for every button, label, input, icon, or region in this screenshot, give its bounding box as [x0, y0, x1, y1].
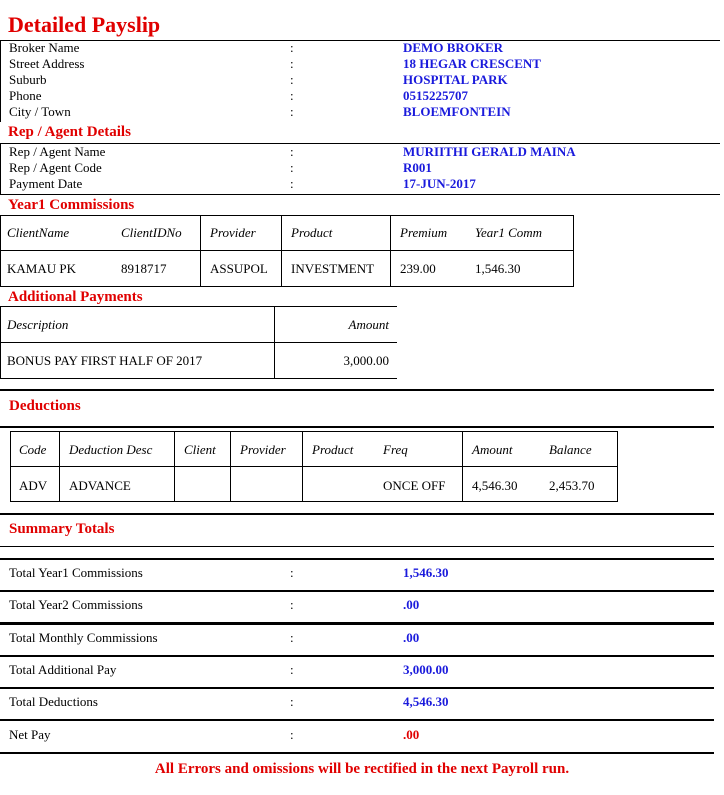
col-deduction-desc: Deduction Desc: [69, 442, 153, 457]
col-ded-product: Product: [312, 442, 354, 457]
colon: :: [290, 597, 294, 612]
ded-border: [462, 431, 463, 502]
colon: :: [290, 565, 294, 580]
cell-premium: 239.00: [400, 261, 436, 276]
cell-amount: 3,000.00: [343, 353, 389, 368]
cell-client-id: 8918717: [121, 261, 167, 276]
rep-left-rule: [0, 143, 1, 195]
additional-border: [274, 306, 275, 379]
total-year1-label: Total Year1 Commissions: [9, 565, 143, 580]
year1-border: [200, 215, 201, 287]
cell-code: ADV: [19, 478, 48, 493]
colon: :: [290, 40, 294, 55]
year1-border: [390, 215, 391, 287]
col-client: Client: [184, 442, 216, 457]
col-provider: Provider: [210, 225, 256, 240]
colon: :: [290, 662, 294, 677]
summary-rule: [0, 590, 714, 592]
year1-bottom-rule: [0, 286, 574, 287]
cell-balance: 2,453.70: [549, 478, 595, 493]
broker-top-rule: [0, 40, 720, 41]
ded-border: [59, 431, 60, 502]
summary-rule: [0, 622, 714, 625]
rep-code-label: Rep / Agent Code: [9, 160, 102, 175]
cell-description: BONUS PAY FIRST HALF OF 2017: [7, 353, 203, 368]
colon: :: [290, 727, 294, 742]
rep-top-rule: [0, 143, 720, 144]
suburb-label: Suburb: [9, 72, 47, 87]
colon: :: [290, 160, 294, 175]
total-monthly-value: .00: [403, 630, 420, 645]
additional-border: [0, 306, 1, 379]
net-pay-label: Net Pay: [9, 727, 51, 742]
street-address-label: Street Address: [9, 56, 85, 71]
year1-border: [0, 215, 1, 287]
cell-product: INVESTMENT: [291, 261, 375, 276]
summary-under-rule: [0, 546, 714, 547]
rep-name-label: Rep / Agent Name: [9, 144, 106, 159]
colon: :: [290, 72, 294, 87]
rep-code-value: R001: [403, 160, 432, 175]
colon: :: [290, 176, 294, 191]
total-deductions-value: 4,546.30: [403, 694, 449, 709]
summary-rule: [0, 655, 714, 657]
cell-ded-amount: 4,546.30: [472, 478, 518, 493]
cell-freq: ONCE OFF: [383, 478, 446, 493]
net-pay-value: .00: [403, 727, 420, 742]
colon: :: [290, 144, 294, 159]
deductions-heading: Deductions: [9, 398, 81, 414]
footer-disclaimer: All Errors and omissions will be rectified in the next Payroll run.: [154, 761, 570, 777]
col-balance: Balance: [549, 442, 592, 457]
ded-border: [617, 431, 618, 502]
cell-deduction-desc: ADVANCE: [69, 478, 131, 493]
summary-rule: [0, 719, 714, 721]
year1-top-rule: [0, 215, 574, 216]
ded-table-top: [10, 431, 618, 432]
rep-name-value: MURIITHI GERALD MAINA: [403, 144, 576, 159]
col-year1-comm: Year1 Comm: [475, 225, 543, 240]
summary-top-rule: [0, 513, 714, 515]
colon: :: [290, 694, 294, 709]
col-ded-amount: Amount: [472, 442, 513, 457]
phone-value: 0515225707: [403, 88, 468, 103]
year1-heading: Year1 Commissions: [8, 197, 135, 213]
year1-mid-rule: [0, 250, 574, 251]
rep-bottom-rule: [0, 194, 720, 195]
ded-border: [230, 431, 231, 502]
col-client-name: ClientName: [7, 225, 70, 240]
ded-table-bottom: [10, 501, 618, 502]
deductions-under-rule: [0, 426, 714, 428]
additional-heading: Additional Payments: [8, 289, 143, 305]
colon: :: [290, 56, 294, 71]
street-address-value: 18 HEGAR CRESCENT: [403, 56, 541, 71]
broker-left-rule: [0, 40, 1, 122]
col-description: Description: [7, 317, 69, 332]
total-year2-label: Total Year2 Commissions: [9, 597, 143, 612]
city-label: City / Town: [9, 104, 71, 119]
total-additional-value: 3,000.00: [403, 662, 449, 677]
col-freq: Freq: [383, 442, 408, 457]
suburb-value: HOSPITAL PARK: [403, 72, 508, 87]
cell-client-name: KAMAU PK: [7, 261, 76, 276]
total-additional-label: Total Additional Pay: [9, 662, 117, 677]
additional-bottom-rule: [0, 378, 397, 379]
col-client-id: ClientIDNo: [121, 225, 182, 240]
additional-mid-rule: [0, 342, 397, 343]
summary-bottom-rule: [0, 752, 714, 754]
colon: :: [290, 104, 294, 119]
total-year1-value: 1,546.30: [403, 565, 449, 580]
broker-name-label: Broker Name: [9, 40, 80, 55]
page-title: Detailed Payslip: [8, 12, 161, 37]
total-year2-value: .00: [403, 597, 420, 612]
year1-border: [281, 215, 282, 287]
city-value: BLOEMFONTEIN: [403, 104, 511, 119]
col-product: Product: [291, 225, 333, 240]
colon: :: [290, 630, 294, 645]
broker-name-value: DEMO BROKER: [403, 40, 504, 55]
ded-table-mid: [10, 466, 618, 467]
col-amount: Amount: [348, 317, 389, 332]
payment-date-label: Payment Date: [9, 176, 83, 191]
colon: :: [290, 88, 294, 103]
ded-border: [174, 431, 175, 502]
phone-label: Phone: [9, 88, 42, 103]
col-ded-provider: Provider: [240, 442, 286, 457]
col-code: Code: [19, 442, 47, 457]
col-premium: Premium: [400, 225, 448, 240]
rep-heading: Rep / Agent Details: [8, 124, 131, 140]
year1-border: [573, 215, 574, 287]
summary-rule: [0, 558, 714, 560]
ded-border: [302, 431, 303, 502]
cell-year1-comm: 1,546.30: [475, 261, 521, 276]
payment-date-value: 17-JUN-2017: [403, 176, 476, 191]
cell-provider: ASSUPOL: [210, 261, 268, 276]
ded-border: [10, 431, 11, 502]
summary-heading: Summary Totals: [9, 521, 115, 537]
total-monthly-label: Total Monthly Commissions: [9, 630, 158, 645]
summary-rule: [0, 687, 714, 689]
deductions-top-rule: [0, 389, 714, 391]
total-deductions-label: Total Deductions: [9, 694, 98, 709]
additional-top-rule: [0, 306, 397, 307]
